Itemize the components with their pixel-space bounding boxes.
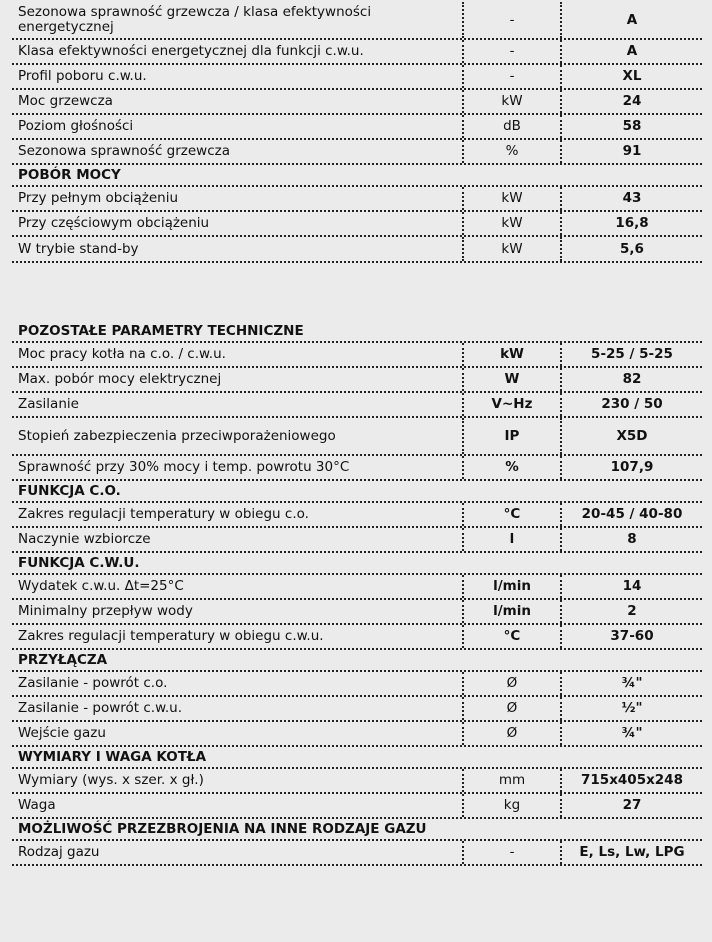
- param-unit: -: [462, 40, 560, 63]
- spec-row: [12, 418, 702, 456]
- param-value: XL: [560, 65, 702, 88]
- param-unit: IP: [462, 418, 560, 454]
- param-label: Stopień zabezpieczenia przeciwporażeniowego: [18, 427, 336, 444]
- section-title: POZOSTAŁE PARAMETRY TECHNICZNE: [18, 322, 304, 339]
- spec-row: [12, 65, 702, 90]
- param-value: 43: [560, 187, 702, 210]
- param-label: Profil poboru c.w.u.: [18, 68, 147, 84]
- param-unit: kW: [462, 343, 560, 366]
- param-label: Sezonowa sprawność grzewcza: [18, 143, 231, 159]
- param-label: Sezonowa sprawność grzewcza / klasa efektywności energetycznej: [18, 4, 372, 35]
- param-label: Wydatek c.w.u. Δt=25°C: [18, 578, 184, 594]
- param-unit: °C: [462, 503, 560, 526]
- param-value: A: [560, 40, 702, 63]
- param-value: 37-60: [560, 625, 702, 648]
- param-label: Przy pełnym obciążeniu: [18, 190, 179, 206]
- param-unit: W: [462, 368, 560, 391]
- param-label: Minimalny przepływ wody: [18, 603, 193, 619]
- param-label: Poziom głośności: [18, 118, 134, 134]
- param-label: Klasa efektywności energetycznej dla funkcji c.w.u.: [18, 43, 364, 59]
- section-header: [12, 819, 702, 841]
- param-label: Zasilanie: [18, 396, 79, 412]
- param-unit: l: [462, 528, 560, 551]
- param-unit: kg: [462, 794, 560, 817]
- param-value: ¾": [560, 672, 702, 695]
- param-unit: kW: [462, 212, 560, 235]
- param-unit: Ø: [462, 672, 560, 695]
- param-label: Przy częściowym obciążeniu: [18, 215, 210, 231]
- param-value: 107,9: [560, 456, 702, 479]
- spec-row: [12, 697, 702, 722]
- param-label: Waga: [18, 797, 56, 813]
- spec-row: [12, 841, 702, 866]
- param-value: E, Ls, Lw, LPG: [560, 841, 702, 864]
- spec-row: [12, 187, 702, 212]
- param-value: 14: [560, 575, 702, 598]
- param-value: 5,6: [560, 237, 702, 261]
- param-label: Moc pracy kotła na c.o. / c.w.u.: [18, 346, 226, 362]
- param-unit: °C: [462, 625, 560, 648]
- spec-row: [12, 503, 702, 528]
- section-title: WYMIARY I WAGA KOTŁA: [18, 748, 207, 765]
- spec-row: [12, 722, 702, 747]
- param-value: 20-45 / 40-80: [560, 503, 702, 526]
- spec-row: [12, 140, 702, 165]
- spec-row: [12, 794, 702, 819]
- param-value: 82: [560, 368, 702, 391]
- param-label: Zakres regulacji temperatury w obiegu c.o.: [18, 506, 309, 522]
- spec-row: [12, 40, 702, 65]
- spec-row: [12, 368, 702, 393]
- param-value: 58: [560, 115, 702, 138]
- section-title: PRZYŁĄCZA: [18, 651, 108, 668]
- param-label: Naczynie wzbiorcze: [18, 531, 151, 547]
- spec-row: [12, 769, 702, 794]
- section-header: [12, 321, 702, 343]
- param-unit: kW: [462, 237, 560, 261]
- param-value: 8: [560, 528, 702, 551]
- param-unit: -: [462, 65, 560, 88]
- param-value: 16,8: [560, 212, 702, 235]
- section-title: FUNKCJA C.O.: [18, 482, 121, 499]
- param-unit: Ø: [462, 697, 560, 720]
- section-title: POBÓR MOCY: [18, 166, 121, 183]
- param-label: Wejście gazu: [18, 725, 106, 741]
- param-value: 24: [560, 90, 702, 113]
- param-unit: kW: [462, 187, 560, 210]
- param-label: Sprawność przy 30% mocy i temp. powrotu 30°C: [18, 459, 350, 475]
- param-unit: l/min: [462, 575, 560, 598]
- spec-row: [12, 528, 702, 553]
- section-title: FUNKCJA C.W.U.: [18, 554, 140, 571]
- param-value: X5D: [560, 418, 702, 454]
- param-label: Wymiary (wys. x szer. x gł.): [18, 772, 204, 788]
- spec-row: [12, 90, 702, 115]
- param-unit: -: [462, 2, 560, 38]
- spec-row: [12, 212, 702, 237]
- param-value: ¾": [560, 722, 702, 745]
- param-unit: %: [462, 456, 560, 479]
- spec-row: [12, 237, 702, 263]
- param-value: 715x405x248: [560, 769, 702, 792]
- param-unit: %: [462, 140, 560, 163]
- param-label: W trybie stand-by: [18, 240, 139, 257]
- spec-row: [12, 456, 702, 481]
- spec-row: [12, 625, 702, 650]
- param-label: Rodzaj gazu: [18, 844, 100, 860]
- section-header: [12, 650, 702, 672]
- section-title: MOŻLIWOŚĆ PRZEZBROJENIA NA INNE RODZAJE GAZU: [18, 820, 427, 837]
- param-value: 2: [560, 600, 702, 623]
- param-label: Zasilanie - powrót c.o.: [18, 675, 168, 691]
- param-value: 5-25 / 5-25: [560, 343, 702, 366]
- param-value: A: [560, 2, 702, 38]
- param-value: 27: [560, 794, 702, 817]
- param-value: ½": [560, 697, 702, 720]
- param-value: 230 / 50: [560, 393, 702, 416]
- param-label: Zakres regulacji temperatury w obiegu c.w.u.: [18, 628, 324, 644]
- param-value: 91: [560, 140, 702, 163]
- param-label: Max. pobór mocy elektrycznej: [18, 371, 222, 387]
- spec-row: [12, 393, 702, 418]
- section-header: [12, 481, 702, 503]
- param-label: Zasilanie - powrót c.w.u.: [18, 700, 183, 716]
- section-header: [12, 165, 702, 187]
- param-unit: l/min: [462, 600, 560, 623]
- param-unit: V~Hz: [462, 393, 560, 416]
- spec-row: [12, 2, 702, 40]
- section-header: [12, 747, 702, 769]
- param-unit: -: [462, 841, 560, 864]
- spec-row: [12, 672, 702, 697]
- spec-row: [12, 600, 702, 625]
- param-unit: kW: [462, 90, 560, 113]
- param-label: Moc grzewcza: [18, 93, 113, 109]
- spec-row: [12, 343, 702, 368]
- section-header: [12, 553, 702, 575]
- param-unit: Ø: [462, 722, 560, 745]
- spec-row: [12, 115, 702, 140]
- param-unit: dB: [462, 115, 560, 138]
- param-unit: mm: [462, 769, 560, 792]
- spec-row: [12, 575, 702, 600]
